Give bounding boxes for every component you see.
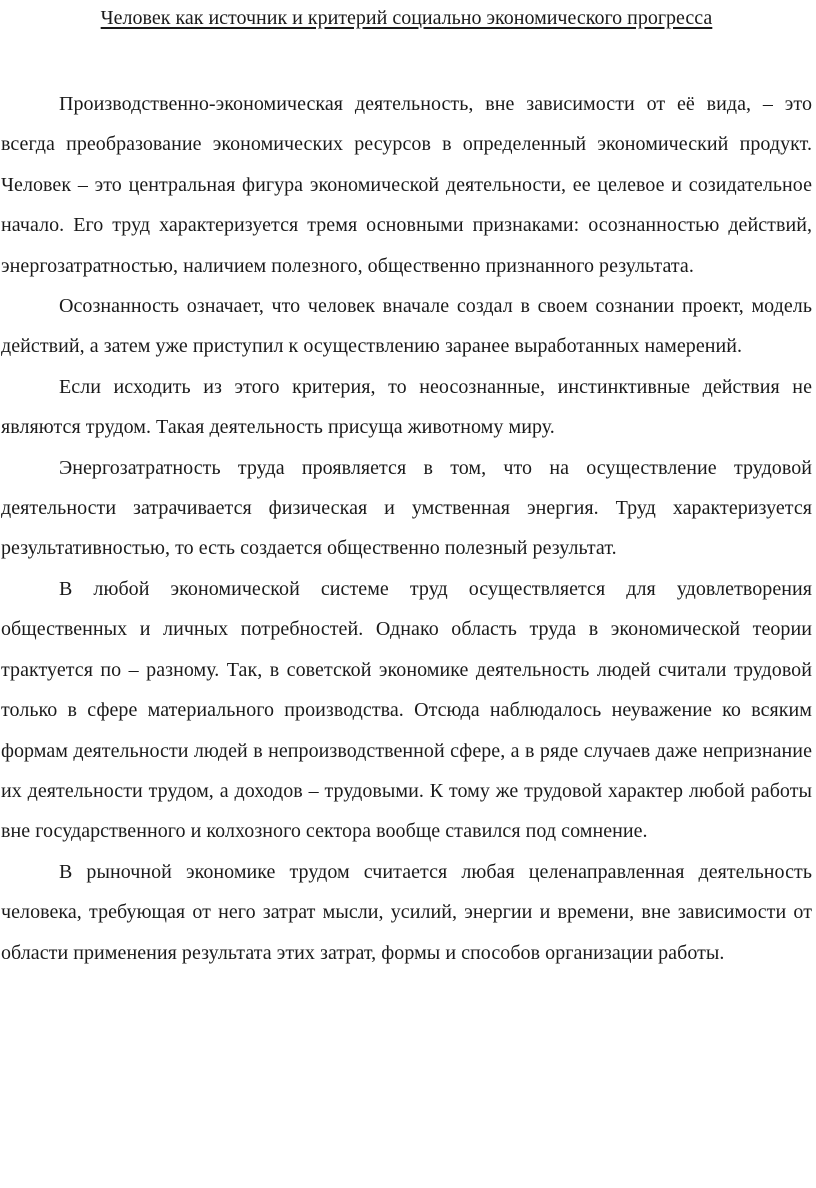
document-title: Человек как источник и критерий социально экономического прогресса bbox=[100, 7, 713, 29]
paragraph-6: В рыночной экономике трудом считается любая целенаправленная деятельность человека, требующая от него затрат мысли, усилий, энергии и времени, вне зависимости от области применения результата этих затрат, формы и способов организации работы. bbox=[1, 860, 812, 964]
paragraph-2: Осознанность означает, что человек вначале создал в своем сознании проект, модель действий, а затем уже приступил к осуществлению заранее выработанных намерений. bbox=[1, 295, 812, 358]
paragraph-3: Если исходить из этого критерия, то неосознанные, инстинктивные действия не являются трудом. Такая деятельность присуща животному миру. bbox=[1, 375, 812, 439]
paragraph-5: В любой экономической системе труд осуществляется для удовлетворения общественных и личных потребностей. Однако область труда в экономической теории трактуется по – разному. Так, в советской экономике деятельность людей считали трудовой только в сфере материального производства. Отсюда наблюдалось неуважение ко всяким формам деятельности людей в непроизводственной сфере, а в ряде случаев даже непризнание их деятельности трудом, а доходов – трудовыми. К тому же трудовой характер любой работы вне государственного и колхозного сектора вообще ставился под сомнение. bbox=[1, 577, 812, 843]
paragraph-4: Энергозатратность труда проявляется в том, что на осуществление трудовой деятельности затрачивается физическая и умственная энергия. Труд характеризуется результативностью, то есть создается общественно полезный результат. bbox=[1, 456, 812, 560]
paragraph-1: Производственно-экономическая деятельность, вне зависимости от её вида, – это всегда преобразование экономических ресурсов в определенный экономический продукт. Человек – это центральная фигура экономической деятельности, ее целевое и созидательное начало. Его труд характеризуется тремя основными признаками: осознанностью действий, энергозатратностью, наличием полезного, общественно признанного результата. bbox=[1, 93, 812, 277]
title-spacer bbox=[1, 32, 812, 84]
